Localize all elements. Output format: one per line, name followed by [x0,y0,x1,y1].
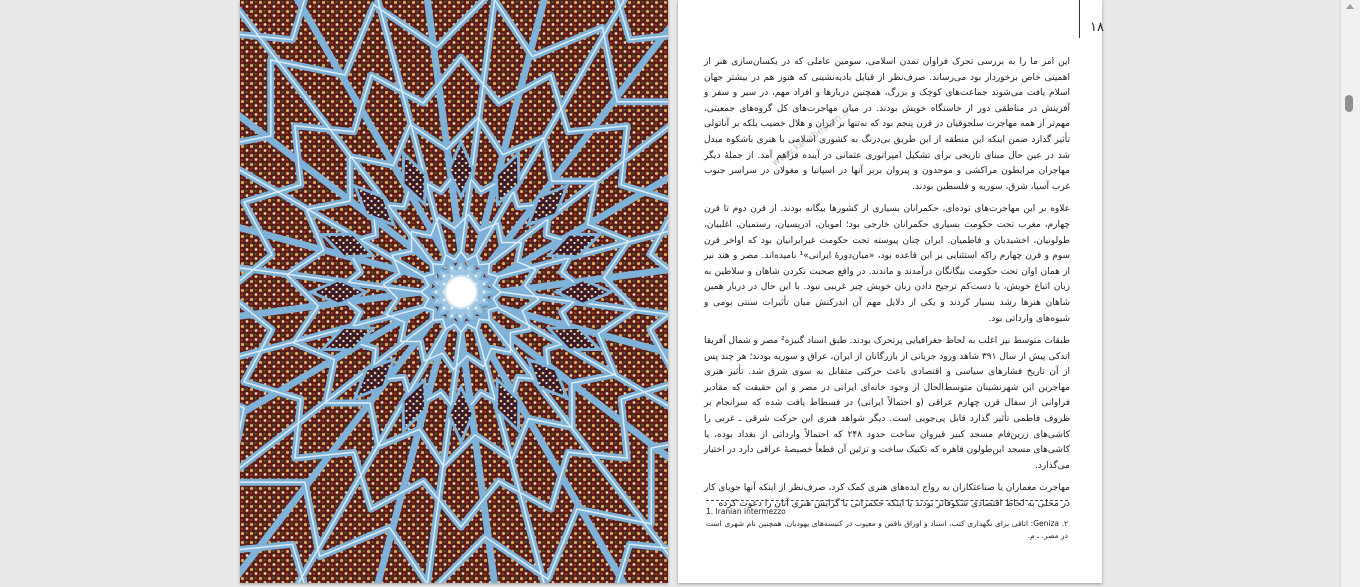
paragraph-4: مهاجرت معماران یا صناعتکاران به رواج ایده‌های هنری کمک کرد، صرف‌نظر از اینکه آنها جویای کار در محلی به لحاظ اقتصادی شکوفاتر بودند یا اینکه حکمرانی با گرایش هنری آنان را دعوت کرده [704,483,1070,510]
scroll-up-arrow-icon[interactable] [1346,4,1354,9]
watermark: www.ketabestan.ir [770,106,853,170]
footnote-1: 1. Iranian intermezzo [706,507,786,516]
paragraph-1: این امر ما را به بررسی تحرک فراوان تمدن اسلامی، سومین عاملی که در یکسان‌سازی هنر از اهمیتی خاص برخوردار بود می‌رساند. صرف‌نظر از قبایل بادیه‌نشینی که هنوز هم در بیشتر جهان اسلام یافت می‌شوند جماعت‌های کوچک و بزرگ، همچنین دربارها و افراد مهم، در سیر و سفر و آفرینش در مناطقی دور از خاستگاه خویش بودند. در میان مهاجرت‌های کل گروه‌های جمعیتی، مهم‌تر از همه مهاجرت سلجوقیان در قرن پنجم بود که نه‌تنها بر ایران و هلال خضیب بلکه بر آناتولی تأثیر گذارد ضمن اینکه این منطقه از این طریق بی‌درنگ به کشوری اسلامی با هنری باشکوه مبدل شد در عین حال مبنای تاریخی برای تشکیل امپراتوری عثمانی در آینده فراهم آمد. از جملهٔ دیگر مهاجران مرابطون مراکشی و موحدون و پیروان بربر آنها در اسپانیا و مغولان در سراسر جنوب غرب آسیا، شرق، سوریه و فلسطین بودند. [704,57,1070,192]
body-text [704,55,1070,520]
page-header-rule [1079,0,1080,38]
paragraph-3: طبقات متوسط نیز اغلب به لحاظ جغرافیایی پرتحرک بودند. طبق اسناد گنیزه² مصر و شمال آفریقا اندکی پیش از سال ۳۹۱ شاهد ورود جریانی از بازرگانان از ایران، عراق و سوریه بودند؛ هر چند پس از آن تاریخ فشارهای سیاسی و اقتصادی باعث حرکتی متقابل به سوی شرق شد. تأثیر هنری مهاجرین این شهرنشینان متوسط‌الحال از وجود خانه‌ای ایرانی در مصر و این حقیقت که مقادیر فراوانی از سفال قرن چهارم عراقی (و احتمالاً ایرانی) در فسطاط یافت شده که سرانجام بر ظروف فاطمی تأثیر گذارد قابل پی‌جویی است. دیگر شواهد هنری این حرکت شرقی ـ غربی را کاشی‌های زرین‌فام مسجد کبیر قیروان ساخت حدود ۲۴۸ که احتمالاً وارداتی از بغداد بوده، یا کاشی‌های مسجد ابن‌طولون قاهره که تکنیک ساخت و تزئین آن قطعاً خصیصهٔ عراقی دارد در اختیار می‌گذارد. [704,336,1071,471]
paragraph-2: علاوه بر این مهاجرت‌های توده‌ای، حکمرانان بسیاری از کشورها بیگانه بودند. از قرن دوم تا قرن چهارم، مغرب تحت حکومت بسیاری حکمرانان خارجی بود؛ امویان، ادریسیان، رستمیان، اغلبیان، طولونیان، اخشیدیان و فاطمیان. ایران چنان پیوسته تحت حکومت غیرایرانیان بود که اواخر قرن سوم و قرن چهارم راکه استثنایی بر این قاعده بود، «میان‌دورهٔ ایرانی»¹ نامیده‌اند. مصر و هند نیز از همان اوان تحت حکومت بیگانگان درآمدند و ماندند. در واقع صحبت نکردن شاهان و سلاطین به زبان اتباع خویش، یا دست‌کم ترجیح دادن زبان خویش چیز غریبی نبود. با این حال در دربار همین شاهان هنرها رشد بسیار کردند و یکی از دلایل مهم آن اندرکنش میان تأثیرات سنتی بومی و شیوه‌های وارداتی بود. [704,204,1071,324]
footnote-2: ۲. Geniza: اتاقی برای نگهداری کتب، اسناد و اوراق ناقص و معیوب در کنیسه‌های یهودیان. همچنین نام شهری است در مصر. ـ م. [706,519,1068,540]
footnote-separator [706,500,1068,501]
page-number: ۱۸ [1090,20,1104,35]
tile-mosaic-image [240,0,668,583]
tile-mosaic-graphic [240,0,668,583]
vertical-scrollbar[interactable] [1340,0,1360,587]
scroll-thumb[interactable] [1345,95,1353,112]
